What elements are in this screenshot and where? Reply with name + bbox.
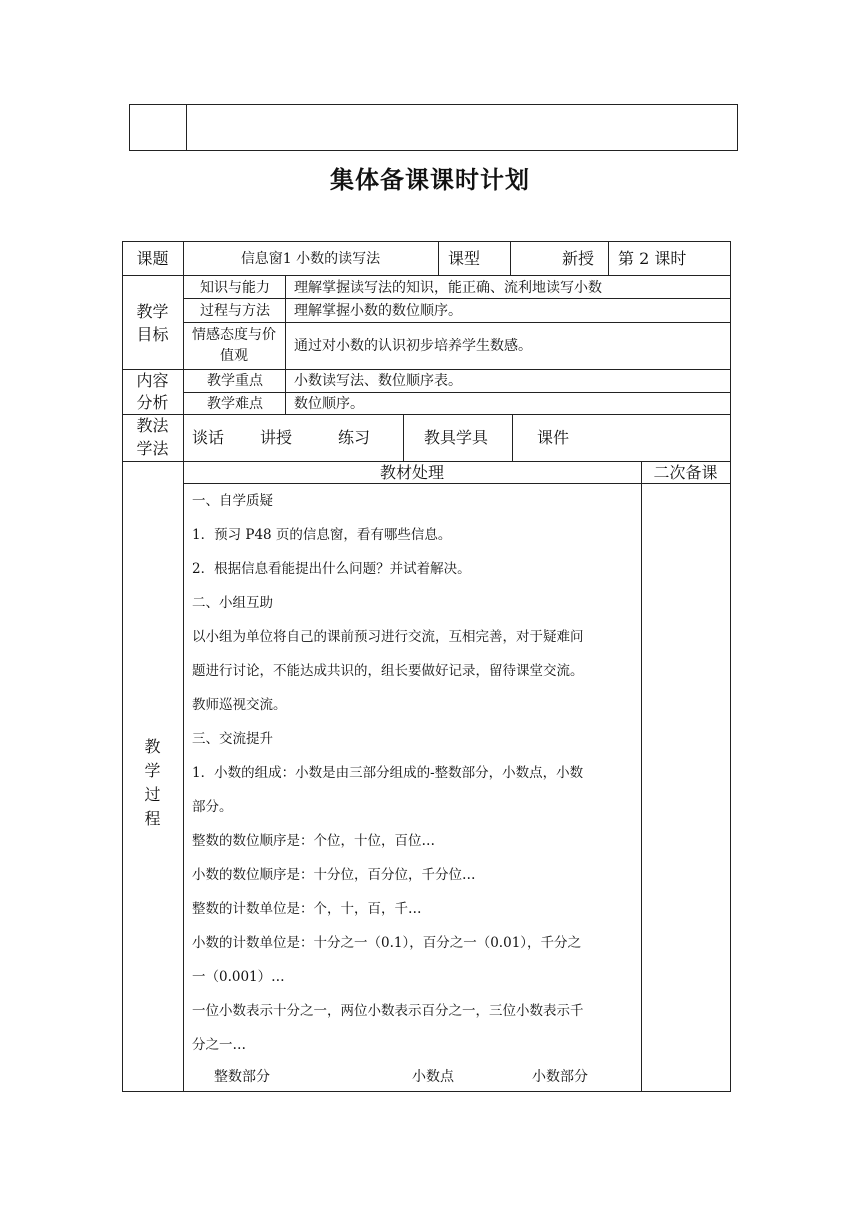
goal-category-3: 情感态度与价值观 <box>192 327 276 364</box>
analysis-label: 内容分析 <box>136 371 169 412</box>
row-sep-goals <box>122 369 731 370</box>
method-lecture: 讲授 <box>260 428 293 447</box>
row-sep-process-header <box>183 483 731 484</box>
col-sep-methods <box>403 414 404 462</box>
page-title: 集体备课课时计划 <box>330 165 530 194</box>
goal-text-2: 理解掌握小数的数位顺序。 <box>294 303 462 319</box>
process-label: 教学过程 <box>144 737 161 828</box>
col-sep-labels <box>183 241 184 1092</box>
process-line: 1．小数的组成：小数是由三部分组成的-整数部分，小数点，小数 <box>192 765 584 781</box>
type-value: 新授 <box>562 249 595 268</box>
row-sep-methods <box>122 461 731 462</box>
col-sep-period <box>608 241 609 276</box>
process-line: 1．预习 P48 页的信息窗，看有哪些信息。 <box>192 527 452 543</box>
process-line: 2．根据信息看能提出什么问题？并试着解决。 <box>192 561 471 577</box>
process-col-main: 教材处理 <box>379 463 444 482</box>
analysis-category-2: 教学难点 <box>207 396 263 412</box>
part-point: 小数点 <box>412 1069 454 1085</box>
tools-label: 教具学具 <box>424 428 489 447</box>
tools-value: 课件 <box>537 428 570 447</box>
goal-text-3: 通过对小数的认识初步培养学生数感。 <box>294 338 532 354</box>
analysis-text-2: 数位顺序。 <box>294 396 364 412</box>
row-sep-goal2 <box>183 322 731 323</box>
process-line: 二、小组互助 <box>192 595 273 611</box>
header-box-divider <box>186 104 187 151</box>
row-sep-topic <box>122 275 731 276</box>
process-line: 部分。 <box>192 799 233 815</box>
process-line: 教师巡视交流。 <box>192 697 287 713</box>
row-sep-analysis1 <box>183 392 731 393</box>
analysis-category-1: 教学重点 <box>207 373 263 389</box>
col-sep-category <box>285 275 286 415</box>
process-line: 一位小数表示十分之一，两位小数表示百分之一，三位小数表示千 <box>192 1003 584 1019</box>
col-sep-topic <box>438 241 439 276</box>
method-talk: 谈话 <box>192 428 225 447</box>
row-sep-analysis <box>122 414 731 415</box>
table-bottom <box>122 1091 731 1092</box>
process-line: 分之一… <box>192 1037 246 1053</box>
row-sep-goal1 <box>183 298 731 299</box>
process-line: 整数的计数单位是：个，十，百，千… <box>192 901 422 917</box>
goals-label: 教学目标 <box>136 302 169 344</box>
topic-value: 信息窗1 小数的读写法 <box>240 251 381 267</box>
process-line: 题进行讨论，不能达成共识的，组长要做好记录，留待课堂交流。 <box>192 663 584 679</box>
header-box-top <box>129 104 738 105</box>
process-col-second: 二次备课 <box>653 463 718 482</box>
process-line: 以小组为单位将自己的课前预习进行交流，互相完善，对于疑难问 <box>192 629 584 645</box>
type-label: 课型 <box>448 249 481 268</box>
process-line: 整数的数位顺序是：个位，十位，百位… <box>192 833 435 849</box>
process-line: 一、自学质疑 <box>192 493 273 509</box>
part-integer: 整数部分 <box>214 1069 270 1085</box>
col-sep-second <box>641 461 642 1092</box>
methods-label: 教法学法 <box>136 416 169 458</box>
part-decimal: 小数部分 <box>532 1069 588 1085</box>
process-line: 一（0.001）… <box>192 969 285 985</box>
period-value: 第 2 课时 <box>618 249 687 268</box>
process-line: 小数的计数单位是：十分之一（0.1），百分之一（0.01），千分之 <box>192 935 582 951</box>
col-sep-type <box>510 241 511 276</box>
goal-category-2: 过程与方法 <box>200 303 270 319</box>
header-box-bottom <box>129 150 738 151</box>
process-line: 小数的数位顺序是：十分位，百分位，千分位… <box>192 867 476 883</box>
table-top <box>122 241 731 242</box>
method-practice: 练习 <box>338 428 371 447</box>
goal-text-1: 理解掌握读写法的知识，能正确、流利地读写小数 <box>294 280 602 296</box>
header-box-left <box>129 104 130 151</box>
analysis-text-1: 小数读写法、数位顺序表。 <box>294 373 462 389</box>
header-box-right <box>737 104 738 151</box>
col-sep-tools <box>512 414 513 462</box>
goal-category-1: 知识与能力 <box>200 280 270 296</box>
topic-label: 课题 <box>136 249 169 268</box>
process-line: 三、交流提升 <box>192 731 273 747</box>
